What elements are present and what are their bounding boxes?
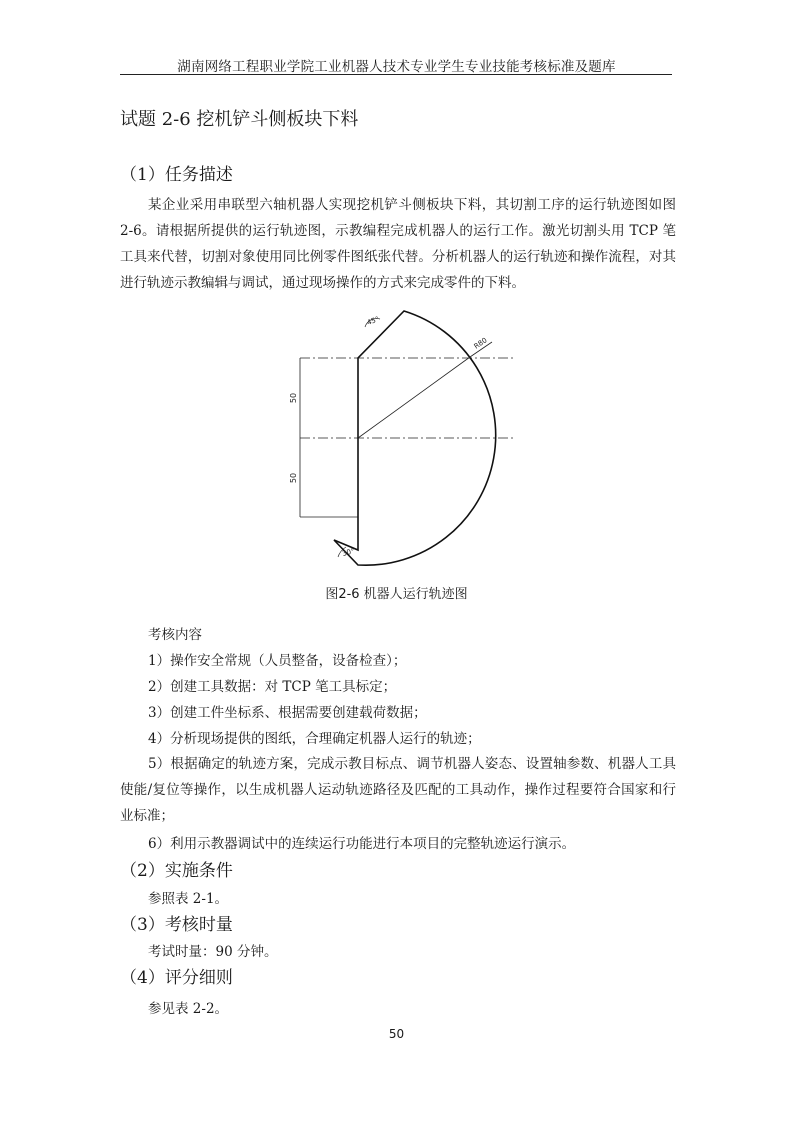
assessment-item: 2）创建工具数据：对 TCP 笔工具标定； <box>148 679 397 695</box>
question-title: 试题 2-6 挖机铲斗侧板块下料 <box>120 109 359 130</box>
task-description: 某企业采用串联型六轴机器人实现挖机铲斗侧板块下料，其切割工序的运行轨迹图如图 2-6。请根据所提供的运行轨迹图，示教编程完成机器人的运行工作。激光切割头用 TCP 笔工具来代替，切割对象使用同比例零件图纸张代替。分析机器人的运行轨迹和操作流程，对其进行轨迹示教编辑与调试，通过现场操作的方式来完成零件的下料。 <box>120 197 676 291</box>
radius-label: R80 <box>472 336 489 351</box>
section-heading-conditions: （2）实施条件 <box>120 861 233 881</box>
assessment-heading: 考核内容 <box>148 627 202 643</box>
time-text: 考试时量：90 分钟。 <box>148 944 278 960</box>
scoring-text: 参见表 2-2。 <box>148 1001 229 1017</box>
section-heading-scoring: （4）评分细则 <box>120 968 233 988</box>
assessment-item: 4）分析现场提供的图纸，合理确定机器人运行的轨迹； <box>148 731 481 747</box>
assessment-item: 3）创建工件坐标系、根据需要创建载荷数据； <box>148 705 427 721</box>
assessment-item: 6）利用示教器调试中的连续运行功能进行本项目的完整轨迹运行演示。 <box>148 836 576 852</box>
conditions-text: 参照表 2-1。 <box>148 891 229 907</box>
assessment-item: 5）根据确定的轨迹方案，完成示教目标点、调节机器人姿态、设置轴参数、机器人工具使能/复位等操作，以生成机器人运动轨迹路径及匹配的工具动作，操作过程要符合国家和行业标准； <box>120 756 676 824</box>
angle-label-bottom: 30° <box>341 546 356 558</box>
assessment-item: 1）操作安全常规（人员整备，设备检查）； <box>148 653 407 669</box>
trajectory-figure <box>280 305 520 580</box>
figure-caption: 图2-6 机器人运行轨迹图 <box>325 587 468 602</box>
angle-label-top: 45° <box>365 315 381 327</box>
section-heading-task: （1）任务描述 <box>120 165 233 185</box>
page-header: 湖南网络工程职业学院工业机器人技术专业学生专业技能考核标准及题库 <box>177 59 616 75</box>
dim-label-bottom: 50 <box>289 472 298 484</box>
section-heading-time: （3）考核时量 <box>120 915 233 935</box>
dim-label-top: 50 <box>289 392 298 404</box>
page-number: 50 <box>388 1027 405 1041</box>
header-divider <box>120 74 672 75</box>
radius-line <box>358 357 470 438</box>
